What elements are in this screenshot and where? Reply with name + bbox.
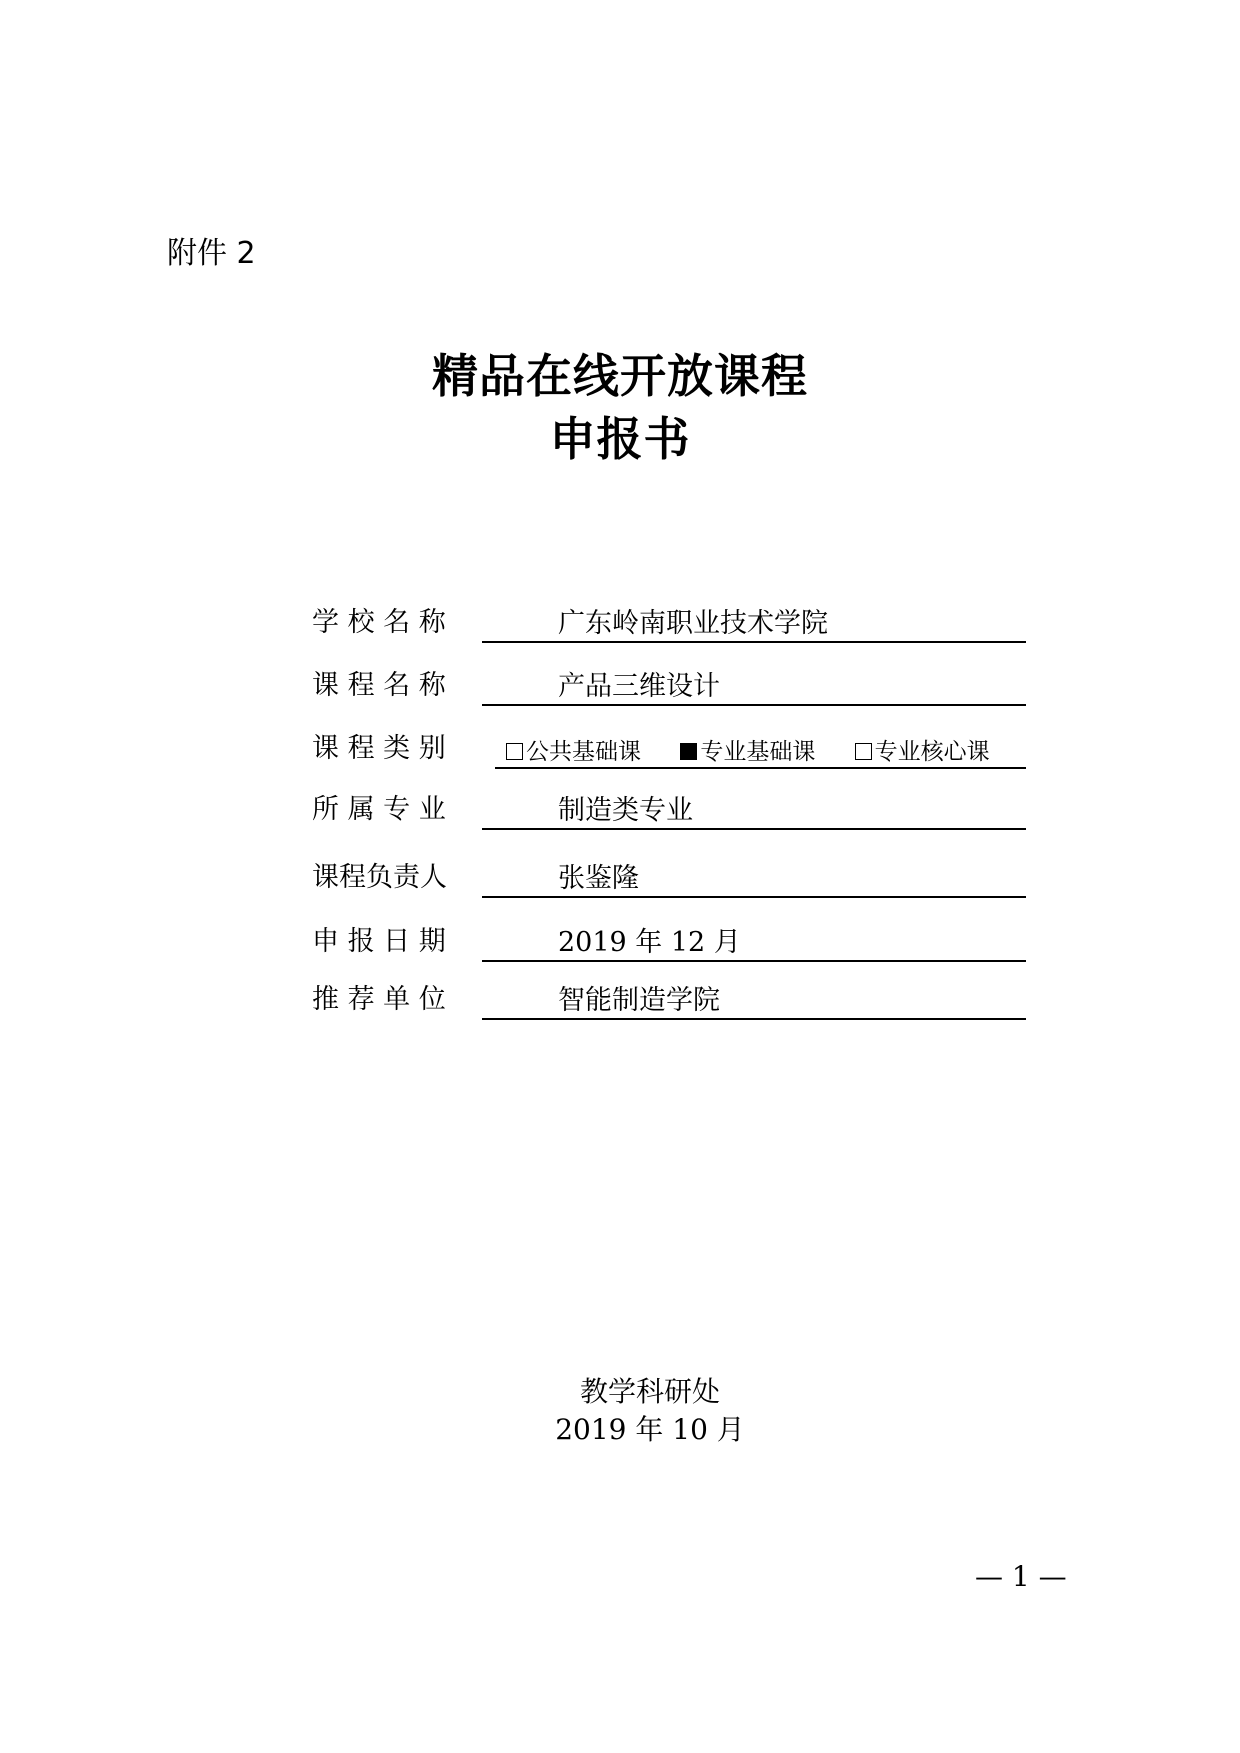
field-school-value: 广东岭南职业技术学院 bbox=[558, 608, 828, 639]
checkbox-checked-icon bbox=[680, 743, 697, 760]
category-option-public-basic[interactable] bbox=[506, 733, 641, 766]
field-major-label: 所 属 专 业 bbox=[312, 794, 446, 825]
checkbox-icon bbox=[855, 743, 872, 760]
document-title: 精品在线开放课程 bbox=[432, 349, 808, 403]
field-category-label: 课 程 类 别 bbox=[312, 733, 446, 764]
field-category bbox=[312, 725, 1026, 769]
page-number: — 1 — bbox=[975, 1560, 1067, 1593]
field-category-underline bbox=[495, 767, 1026, 769]
field-school bbox=[312, 599, 1026, 643]
field-course-label: 课 程 名 称 bbox=[312, 670, 446, 701]
category-option-label: 公共基础课 bbox=[526, 739, 641, 765]
field-school-label: 学 校 名 称 bbox=[312, 607, 446, 638]
field-course bbox=[312, 662, 1026, 706]
category-option-major-core[interactable] bbox=[855, 733, 990, 766]
category-option-label: 专业基础课 bbox=[700, 739, 816, 765]
document-subtitle: 申报书 bbox=[549, 412, 691, 466]
checkbox-icon bbox=[506, 743, 523, 760]
field-school-underline bbox=[482, 641, 1026, 643]
field-leader-underline bbox=[482, 896, 1026, 898]
field-date bbox=[312, 918, 1026, 962]
field-date-value: 2019 年 12 月 bbox=[558, 927, 741, 958]
field-date-label: 申 报 日 期 bbox=[312, 926, 446, 957]
field-unit-label: 推 荐 单 位 bbox=[312, 984, 446, 1015]
field-leader bbox=[312, 854, 1026, 898]
category-options bbox=[506, 733, 990, 766]
issuer-date: 2019 年 10 月 bbox=[555, 1413, 745, 1446]
field-major bbox=[312, 786, 1026, 830]
issuer-name: 教学科研处 bbox=[579, 1375, 720, 1408]
category-option-major-basic[interactable] bbox=[680, 733, 815, 766]
field-date-underline bbox=[482, 960, 1026, 962]
field-major-underline bbox=[482, 828, 1026, 830]
field-leader-value: 张鉴隆 bbox=[558, 863, 639, 894]
field-unit-underline bbox=[482, 1018, 1026, 1020]
field-unit-value: 智能制造学院 bbox=[558, 985, 720, 1016]
field-leader-label: 课程负责人 bbox=[312, 862, 447, 893]
field-major-value: 制造类专业 bbox=[558, 795, 693, 826]
field-unit bbox=[312, 976, 1026, 1020]
category-option-label: 专业核心课 bbox=[874, 739, 990, 765]
field-course-underline bbox=[482, 704, 1026, 706]
attachment-label: 附件 2 bbox=[167, 236, 256, 271]
field-course-value: 产品三维设计 bbox=[558, 671, 720, 702]
